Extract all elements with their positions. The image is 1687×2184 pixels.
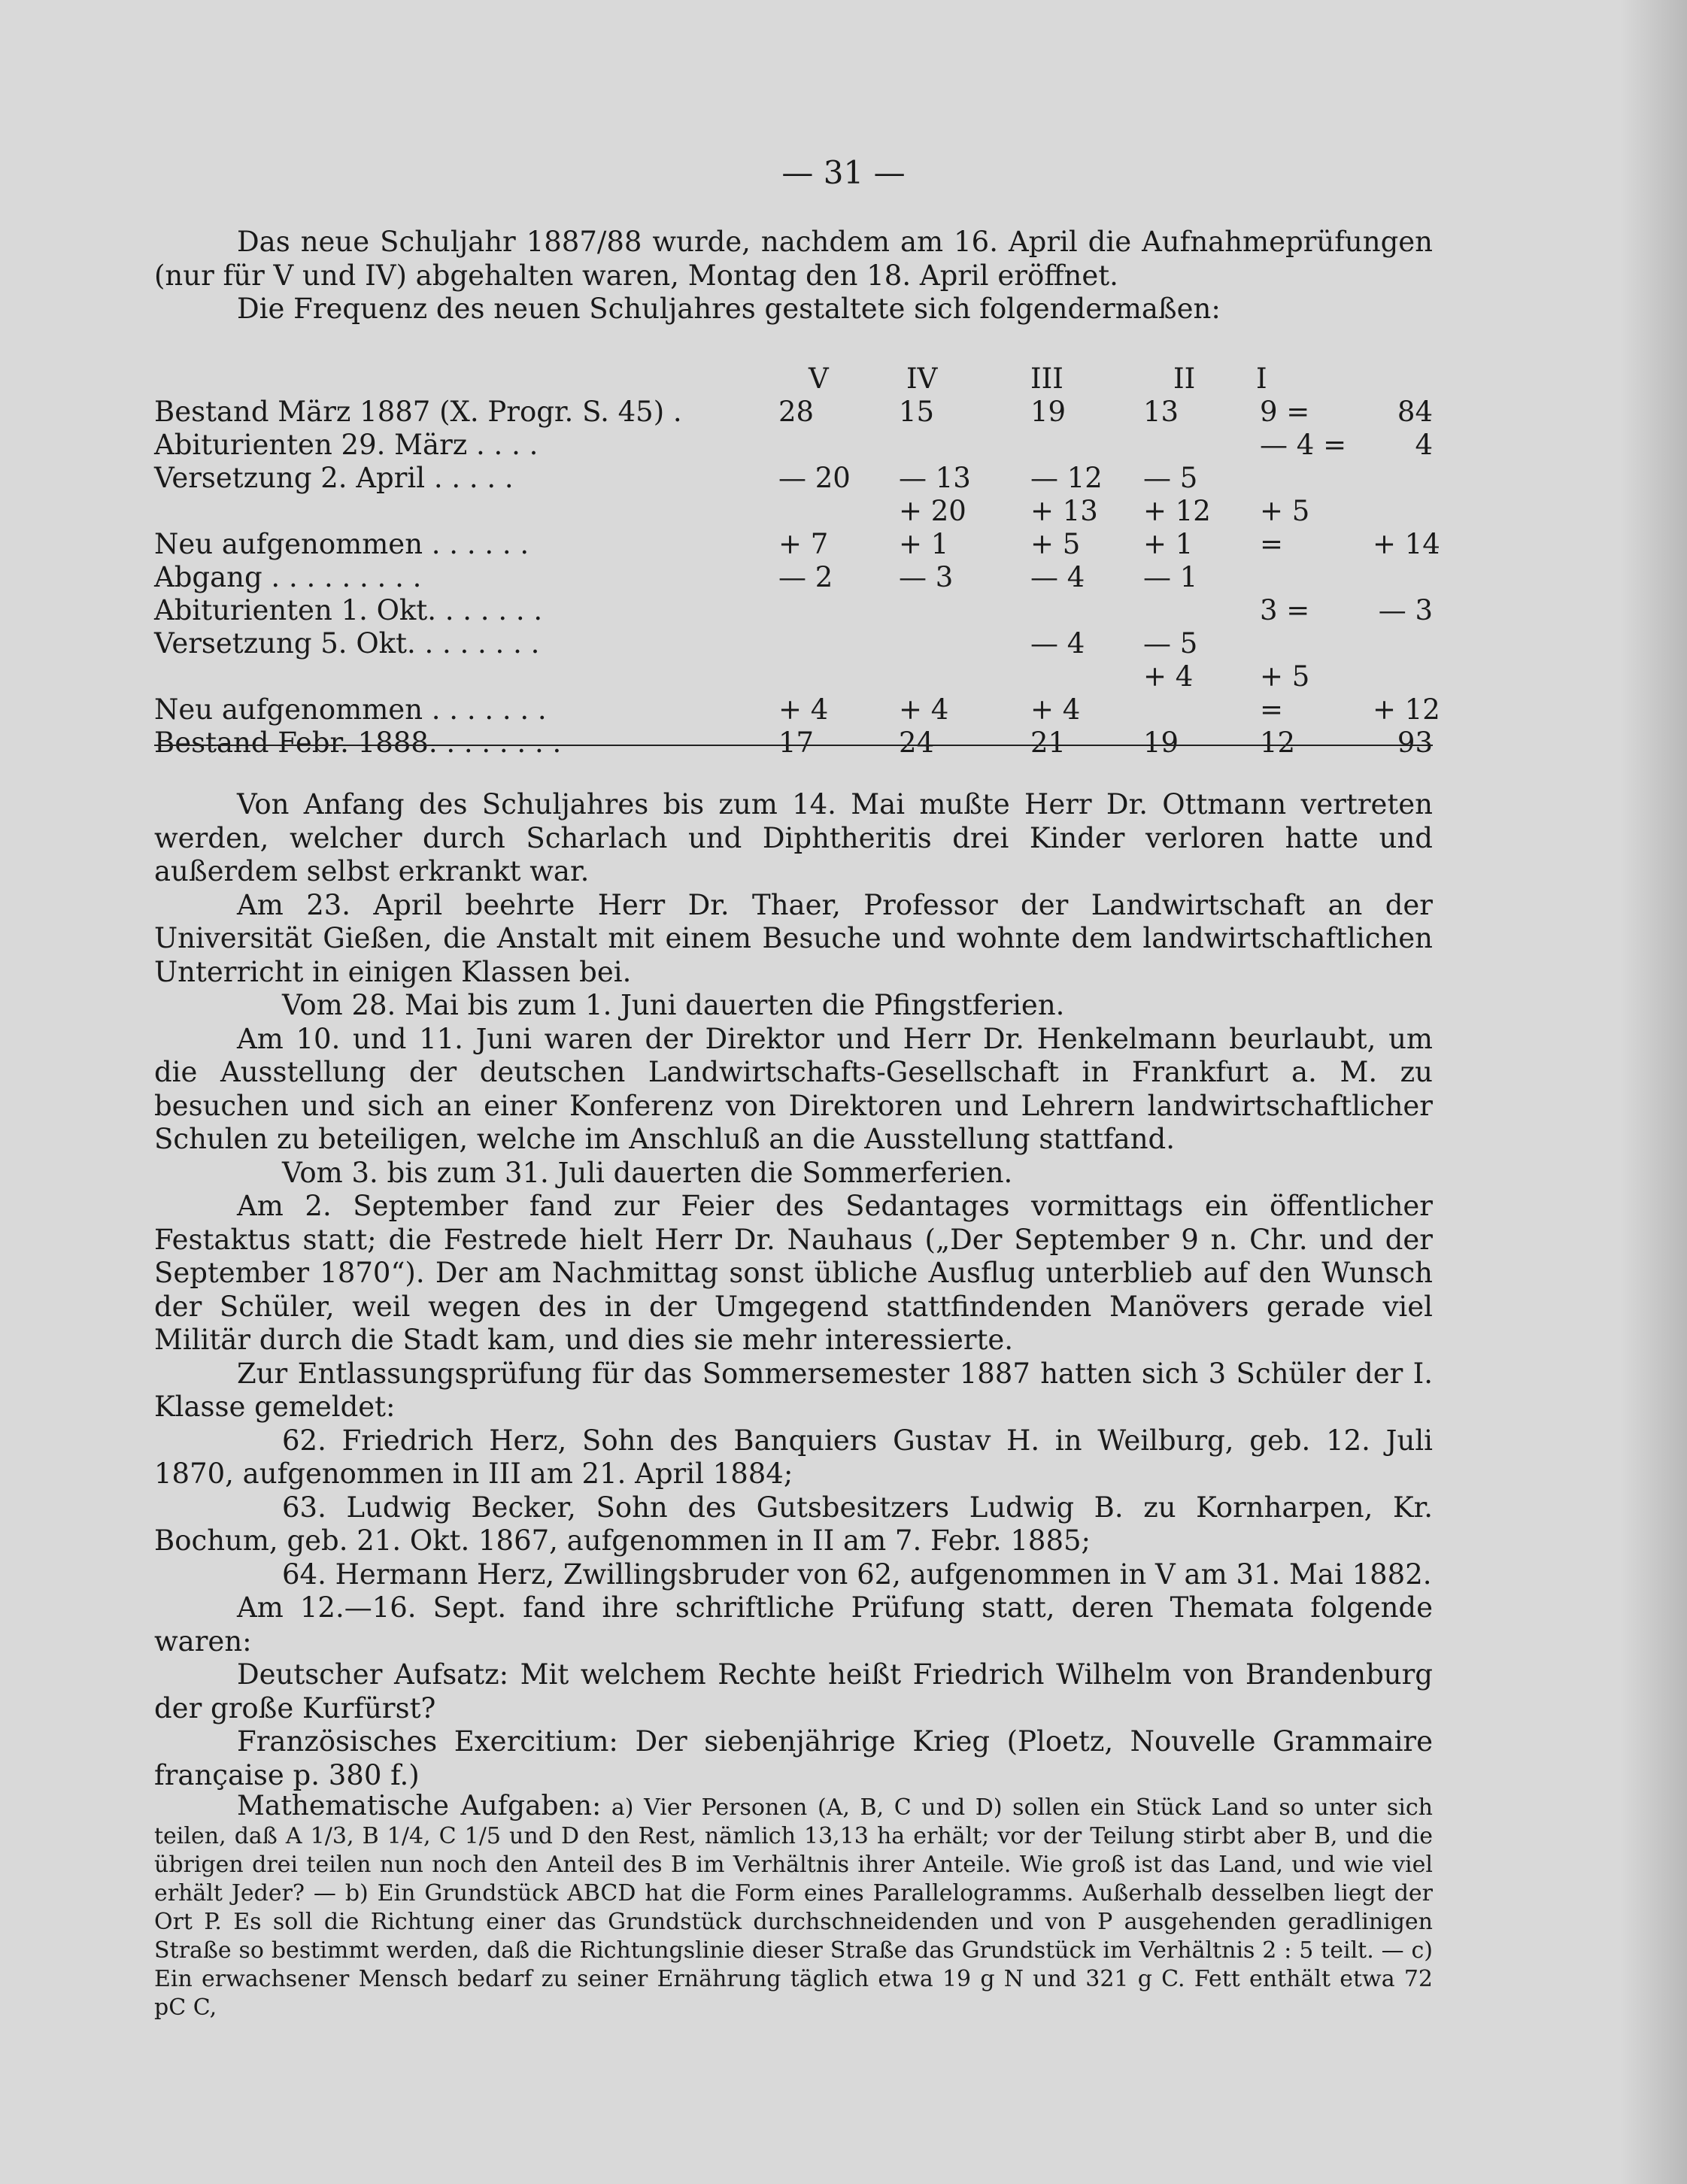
row-cell: + 4 bbox=[899, 693, 949, 726]
row-cell: — 20 bbox=[778, 462, 851, 494]
row-cell: — 3 bbox=[899, 561, 954, 593]
row-cell: 24 bbox=[899, 726, 935, 759]
row-total: 93 bbox=[1397, 726, 1433, 759]
frequency-row bbox=[154, 528, 1440, 561]
frequency-row bbox=[154, 429, 1433, 462]
row-cell: + 5 bbox=[1260, 660, 1310, 693]
row-cell: 19 bbox=[1030, 396, 1067, 428]
row-total: 4 bbox=[1415, 429, 1433, 461]
header-iv: IV bbox=[906, 362, 938, 395]
row-cell: + 5 bbox=[1030, 528, 1081, 560]
header-i: I bbox=[1256, 362, 1267, 395]
math-tasks bbox=[154, 1792, 1433, 2022]
row-label: Abiturienten 1. Okt. . . . . . . bbox=[154, 594, 543, 626]
paragraph-franzoesisch: Französisches Exercitium: Der siebenjährige Krieg (Ploetz, Nouvelle Grammaire française p. 380 f.) bbox=[154, 1725, 1433, 1791]
row-label: Neu aufgenommen . . . . . . . bbox=[154, 693, 547, 726]
row-cell: 17 bbox=[778, 726, 815, 759]
sum-rule bbox=[154, 745, 1433, 746]
paragraph-sedantag: Am 2. September fand zur Feier des Sedantages vormittags ein öffentlicher Festaktus statt; die Festrede hielt Herr Dr. Nauhaus („Der September 9 n. Chr. und der September 1870“). Der am Nachmittag sonst übliche Ausflug unterblieb auf den Wunsch der Schüler, weil wegen des in der Umgegend stattfindenden Manövers gerade viel Militär durch die Stadt kam, und dies sie mehr interessierte. bbox=[154, 1190, 1433, 1356]
row-cell: = bbox=[1260, 528, 1284, 560]
row-total: — 3 bbox=[1378, 594, 1433, 626]
page-number: — 31 — bbox=[781, 154, 906, 191]
row-cell: 21 bbox=[1030, 726, 1067, 759]
row-cell: = bbox=[1260, 693, 1284, 726]
intro-paragraph-2: Die Frequenz des neuen Schuljahres gestaltete sich folgendermaßen: bbox=[237, 293, 1221, 325]
row-cell: — 13 bbox=[899, 462, 971, 494]
row-cell: 12 bbox=[1260, 726, 1296, 759]
row-cell: + 4 bbox=[778, 693, 829, 726]
intro-block bbox=[154, 226, 1433, 326]
frequency-row bbox=[154, 561, 1433, 594]
frequency-row bbox=[154, 693, 1440, 726]
frequency-row bbox=[154, 627, 1433, 660]
student-63: 63. Ludwig Becker, Sohn des Gutsbesitzers Ludwig B. zu Kornharpen, Kr. Bochum, geb. 21. Okt. 1867, aufgenommen in II am 7. Febr. 1885; bbox=[154, 1491, 1433, 1557]
student-64: 64. Hermann Herz, Zwillingsbruder von 62, aufgenommen in V am 31. Mai 1882. bbox=[282, 1558, 1432, 1591]
row-cell: + 12 bbox=[1143, 495, 1211, 527]
row-cell: 13 bbox=[1143, 396, 1179, 428]
paragraph-ottmann: Von Anfang des Schuljahres bis zum 14. Mai mußte Herr Dr. Ottmann vertreten werden, welcher durch Scharlach und Diphtheritis drei Kinder verloren hatte und außerdem selbst erkrankt war. bbox=[154, 788, 1433, 887]
frequency-table bbox=[154, 362, 1440, 760]
row-cell: — 12 bbox=[1030, 462, 1103, 494]
row-cell: 3 = bbox=[1260, 594, 1310, 626]
row-label: Abgang . . . . . . . . . bbox=[154, 561, 422, 593]
row-cell: — 5 bbox=[1143, 462, 1198, 494]
frequency-row bbox=[154, 594, 1433, 627]
row-cell: + 4 bbox=[1030, 693, 1081, 726]
row-cell: — 4 bbox=[1030, 627, 1085, 660]
row-total: + 14 bbox=[1373, 528, 1440, 560]
row-cell: + 13 bbox=[1030, 495, 1098, 527]
frequency-row bbox=[154, 660, 1433, 693]
row-cell: 15 bbox=[899, 396, 935, 428]
header-v: V bbox=[809, 362, 829, 395]
row-label: Versetzung 5. Okt. . . . . . . . bbox=[154, 627, 540, 660]
row-cell: — 1 bbox=[1143, 561, 1198, 593]
row-cell: + 1 bbox=[1143, 528, 1194, 560]
frequency-header-row bbox=[154, 362, 1433, 396]
row-cell: + 4 bbox=[1143, 660, 1194, 693]
row-cell: — 4 = bbox=[1260, 429, 1347, 461]
row-label: Abiturienten 29. März . . . . bbox=[154, 429, 539, 461]
paragraph-aufsatz: Deutscher Aufsatz: Mit welchem Rechte heißt Friedrich Wilhelm von Brandenburg der große Kurfürst? bbox=[154, 1658, 1433, 1724]
row-cell: + 5 bbox=[1260, 495, 1310, 527]
header-iii: III bbox=[1030, 362, 1063, 395]
row-total: 84 bbox=[1397, 396, 1433, 428]
frequency-row bbox=[154, 462, 1433, 495]
row-cell: — 5 bbox=[1143, 627, 1198, 660]
math-text: a) Vier Personen (A, B, C und D) sollen ein Stück Land so unter sich teilen, daß A 1/3, B 1/4, C 1/5 und D den Rest, nämlich 13,13 ha erhält; vor der Teilung stirbt aber B, und die übrigen drei teilen nun noch den Anteil des B im Verhältnis ihrer Anteile. Wie groß ist das Land, und wie viel erhält Jeder? — b) Ein Grundstück ABCD hat die Form eines Parallelogramms. Außerhalb desselben liegt der Ort P. Es soll die Richtung einer das Grundstück durchschneidenden und von P ausgehenden geradlinigen Straße so bestimmt werden, daß die Richtungslinie dieser Straße das Grundstück im Verhältnis 2 : 5 teilt. — c) Ein erwachsener Mensch bedarf zu seiner Ernährung täglich etwa 19 g N und 321 g C. Fett enthält etwa 72 pC C, bbox=[154, 1794, 1433, 2021]
frequency-row bbox=[154, 495, 1433, 528]
intro-paragraph-1: Das neue Schuljahr 1887/88 wurde, nachdem am 16. April die Aufnahmeprüfungen (nur für V und IV) abgehalten waren, Montag den 18. April eröffnet. bbox=[154, 226, 1433, 292]
row-cell: 28 bbox=[778, 396, 815, 428]
row-cell: 9 = bbox=[1260, 396, 1310, 428]
row-total: + 12 bbox=[1373, 693, 1440, 726]
paragraph-pruefung: Am 12.—16. Sept. fand ihre schriftliche Prüfung statt, deren Themata folgende waren: bbox=[154, 1591, 1433, 1658]
frequency-row bbox=[154, 726, 1433, 760]
paragraph-entlassung: Zur Entlassungsprüfung für das Sommersemester 1887 hatten sich 3 Schüler der I. Klasse gemeldet: bbox=[154, 1357, 1433, 1423]
paragraph-thaer: Am 23. April beehrte Herr Dr. Thaer, Professor der Landwirtschaft an der Universität Gießen, die Anstalt mit einem Besuche und wohnte dem landwirtschaftlichen Unterricht in einigen Klassen bei. bbox=[154, 888, 1433, 988]
row-cell: — 2 bbox=[778, 561, 833, 593]
row-label: Versetzung 2. April . . . . . bbox=[154, 462, 514, 494]
student-62: 62. Friedrich Herz, Sohn des Banquiers Gustav H. in Weilburg, geb. 12. Juli 1870, aufgenommen in III am 21. April 1884; bbox=[154, 1424, 1433, 1490]
row-cell: + 20 bbox=[899, 495, 966, 527]
math-heading: Mathematische Aufgaben: bbox=[237, 1791, 602, 1822]
row-label: Bestand Febr. 1888. . . . . . . . bbox=[154, 726, 562, 759]
body-block bbox=[154, 788, 1433, 2022]
row-label: Neu aufgenommen . . . . . . bbox=[154, 528, 529, 560]
row-label: Bestand März 1887 (X. Progr. S. 45) . bbox=[154, 396, 682, 428]
frequency-row bbox=[154, 396, 1433, 429]
paragraph-henkelmann: Am 10. und 11. Juni waren der Direktor und Herr Dr. Henkelmann beurlaubt, um die Ausstellung der deutschen Landwirtschafts-Gesellschaft in Frankfurt a. M. zu besuchen und sich an einer Konferenz von Direktoren und Lehrern landwirtschaftlicher Schulen zu beteiligen, welche im Anschluß an die Ausstellung stattfand. bbox=[154, 1022, 1433, 1155]
row-cell: — 4 bbox=[1030, 561, 1085, 593]
paragraph-pfingstferien: Vom 28. Mai bis zum 1. Juni dauerten die Pfingstferien. bbox=[282, 989, 1065, 1021]
paragraph-sommerferien: Vom 3. bis zum 31. Juli dauerten die Sommerferien. bbox=[282, 1156, 1013, 1189]
header-ii: II bbox=[1173, 362, 1196, 395]
row-cell: + 1 bbox=[899, 528, 949, 560]
row-cell: + 7 bbox=[778, 528, 829, 560]
row-cell: 19 bbox=[1143, 726, 1179, 759]
